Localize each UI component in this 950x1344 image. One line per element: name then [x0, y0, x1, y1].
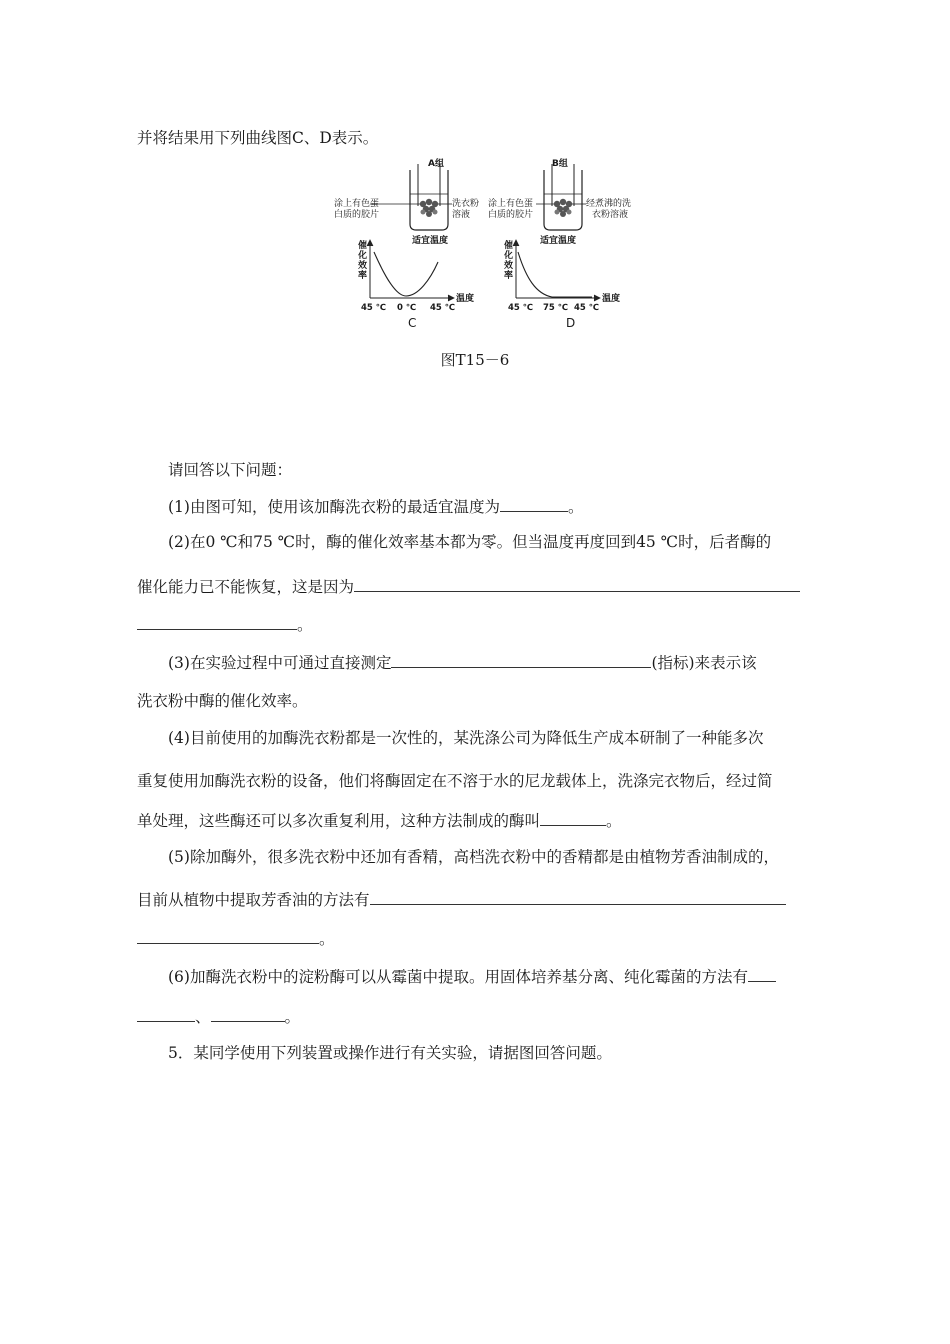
graph-d-tick-3: 45 ℃ [574, 303, 600, 313]
question-6-line-2 [137, 1006, 817, 1027]
q4-end: 。 [606, 812, 622, 830]
graph-c-ylabel-1: 催 [358, 241, 368, 251]
q3-text-after: (指标)来表示该 [651, 654, 757, 672]
graph-c-tick-2: 0 ℃ [397, 303, 417, 313]
question-3-line-1 [168, 652, 848, 673]
question-5-line-3 [137, 928, 817, 949]
group-a-title: A组 [428, 159, 444, 169]
q3-answer-blank[interactable] [391, 652, 651, 668]
q1-text: (1)由图可知，使用该加酶洗衣粉的最适宜温度为 [168, 498, 500, 516]
question-1 [168, 496, 848, 517]
intro-text: 并将结果用下列曲线图C、D表示。 [137, 129, 379, 147]
group-b-bottom-label: 适宜温度 [540, 236, 577, 246]
group-a-left-label-2: 白质的胶片 [334, 210, 380, 220]
question-2-line-1: (2)在0 ℃和75 ℃时，酶的催化效率基本都为零。但当温度再度回到45 ℃时，后者酶的 [168, 533, 772, 551]
q5-answer-blank-1[interactable] [370, 889, 786, 905]
q6-answer-blank-1-cont[interactable] [137, 1006, 195, 1022]
q6-answer-blank-1[interactable] [748, 966, 776, 982]
graph-d-ylabel-3: 效 [504, 261, 514, 271]
protein-film-b [554, 199, 572, 217]
graph-d-xlabel: 温度 [602, 294, 621, 304]
group-a-right-label-1: 洗衣粉 [452, 199, 480, 209]
q1-end: 。 [567, 498, 584, 516]
q2-answer-blank-2[interactable] [137, 614, 297, 630]
group-b-left-label-2: 白质的胶片 [488, 210, 534, 220]
group-b-left-label-1: 涂上有色蛋 [488, 199, 534, 209]
question-3-line-2: 洗衣粉中酶的催化效率。 [137, 692, 308, 710]
group-a-bottom-label: 适宜温度 [412, 236, 449, 246]
graph-c-tick-1: 45 ℃ [361, 303, 387, 313]
question-4-line-2: 重复使用加酶洗衣粉的设备，他们将酶固定在不溶于水的尼龙载体上，洗涤完衣物后，经过简 [137, 772, 773, 790]
prompt-text: 请回答以下问题： [168, 461, 293, 479]
graph-d [503, 239, 620, 330]
q4-text: 单处理，这些酶还可以多次重复利用，这种方法制成的酶叫 [137, 812, 541, 830]
graph-c-letter: C [408, 316, 417, 330]
graph-c-tick-3: 45 ℃ [430, 303, 456, 313]
question-4-line-1: (4)目前使用的加酶洗衣粉都是一次性的，某洗涤公司为降低生产成本研制了一种能多次 [168, 729, 764, 747]
group-b-right-label-2: 衣粉溶液 [592, 210, 629, 220]
beaker-b [488, 157, 631, 246]
group-a-left-label-1: 涂上有色蛋 [334, 199, 380, 209]
q5-answer-blank-2[interactable] [137, 928, 319, 944]
q3-text: (3)在实验过程中可通过直接测定 [168, 654, 392, 672]
group-b-title: B组 [552, 159, 568, 169]
graph-d-ylabel-4: 率 [504, 271, 514, 281]
group-b-right-label-1: 经煮沸的洗 [586, 199, 632, 209]
q1-answer-blank[interactable] [500, 496, 568, 512]
q5-end: 。 [319, 930, 335, 948]
question-4-line-3 [137, 810, 817, 831]
graph-c [357, 239, 474, 330]
graph-c-ylabel-4: 率 [358, 271, 368, 281]
figure-caption: 图T15－6 [440, 351, 510, 369]
q6-answer-blank-2[interactable] [211, 1006, 285, 1022]
beaker-a [334, 157, 479, 246]
q2-end: 。 [297, 616, 313, 634]
q4-answer-blank[interactable] [540, 810, 606, 826]
question-2-line-3 [137, 614, 817, 635]
q6-end: 。 [284, 1008, 301, 1026]
question-5-line-1: (5)除加酶外，很多洗衣粉中还加有香精，高档洗衣粉中的香精都是由植物芳香油制成的， [168, 848, 779, 866]
question-next-heading: 5．某同学使用下列装置或操作进行有关实验，请据图回答问题。 [168, 1044, 612, 1062]
q2-text: 催化能力已不能恢复，这是因为 [137, 578, 355, 596]
question-6-line-1 [168, 966, 848, 987]
graph-c-ylabel-3: 效 [358, 261, 368, 271]
graph-d-ylabel-2: 化 [504, 251, 514, 261]
graph-d-ylabel-1: 催 [504, 241, 514, 251]
q5-text: 目前从植物中提取芳香油的方法有 [137, 891, 370, 909]
graph-d-letter: D [566, 316, 576, 330]
question-5-line-2 [137, 889, 817, 910]
protein-film-a [420, 199, 438, 217]
graph-d-tick-2: 75 ℃ [543, 303, 569, 313]
experiment-figure [330, 152, 640, 338]
q2-answer-blank-1[interactable] [354, 576, 800, 592]
q6-text: (6)加酶洗衣粉中的淀粉酶可以从霉菌中提取。用固体培养基分离、纯化霉菌的方法有 [168, 968, 748, 986]
group-a-right-label-2: 溶液 [452, 210, 471, 220]
q6-sep: 、 [195, 1008, 211, 1026]
graph-d-tick-1: 45 ℃ [508, 303, 534, 313]
graph-c-xlabel: 温度 [456, 294, 475, 304]
graph-c-ylabel-2: 化 [358, 251, 368, 261]
question-2-line-2 [137, 576, 817, 597]
